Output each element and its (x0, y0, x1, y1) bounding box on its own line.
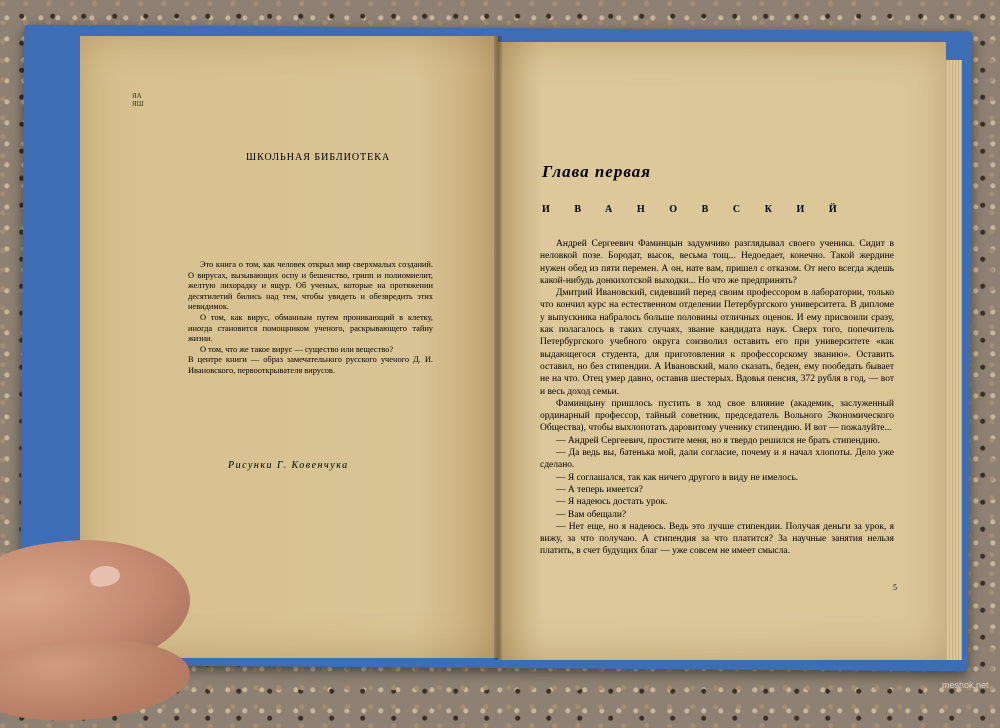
text-paragraph: — А теперь имеется? (556, 484, 643, 495)
chapter-text (540, 238, 894, 558)
summary-paragraph: О том, что же такое вирус — существо или вещество? (200, 344, 394, 354)
watermark: meshok.net (942, 680, 989, 690)
text-paragraph: — Я надеюсь достать урок. (556, 497, 668, 508)
library-code: ЯА ЯШ (132, 92, 144, 108)
text-paragraph: — Я соглашался, так как ничего другого в виду не имелось. (556, 472, 799, 483)
illustrator-credit: Рисунки Г. Ковенчука (228, 460, 349, 471)
text-paragraph: — Андрей Сергеевич, простите меня, но я твердо решился не брать стипендию. (556, 435, 880, 446)
summary-paragraph: Это книга о том, как человек открыл мир сверхмалых созданий. О вирусах, вызывающих оспу и бешенство, грипп и полиомиелит, желтую лихорадку и ящур. Об ученых, которые на протяжении десятилетий бились над тем, чтобы увидеть и обезвредить этих невидимок. (188, 260, 433, 312)
text-paragraph: Дмитрий Ивановский, сидевший перед своим профессором в лаборатории, только что кончил курс на естественном отделении Петербургского университета. В дипломе у выпускника набралось больше половины отличных оценок. И ему присвоили сразу, как полагалось в таких случаях, звание кандидата наук. Сверх того, попечитель Петербургского учебного округа соизволил оставить его при университете «как выдающегося студента, для приготовления к профессорскому званию». Оставить оставил, но без стипендии. А Ивановский, мало сказать, беден, ему пообедать бывает не на что. Отец умер давно, оставив шестерых. Вдовья пенсия, 372 рубля в год, — вот и весь доход семьи. (540, 288, 894, 397)
text-paragraph: — Нет еще, но я надеюсь. Ведь это лучше стипендии. Получая деньги за урок, я вижу, за что получаю. А стипендия за что платится? За научные занятия нельзя платить, в счет будущих благ — уже совсем не имеет смысла. (540, 521, 894, 557)
chapter-title: Глава первая (542, 162, 652, 181)
text-paragraph: — Да ведь вы, батенька мой, дали согласие, почему и я начал хлопоты. Дело уже сделано. (540, 448, 894, 471)
summary-paragraph: В центре книги — образ замечательного русского ученого Д. И. Ивановского, первооткрывателя вирусов. (188, 355, 433, 375)
book-spine (494, 36, 502, 660)
chapter-heading: ИВАНОВСКИЙ (542, 204, 862, 215)
text-paragraph: Фаминцыну пришлось пустить в ход свое влияние (академик, заслуженный ординарный профессор, тайный советник, председатель Вольного Экономического Общества), чтобы выхлопотать даровитому ученику стипендию. И вот — пожалуйте... (540, 398, 894, 434)
book-summary (188, 260, 433, 377)
series-title: ШКОЛЬНАЯ БИБЛИОТЕКА (246, 152, 391, 163)
summary-paragraph: О том, как вирус, обманным путем проникающий в клетку, иногда становится помощником ученого, раскрывающего тайну жизни. (188, 312, 433, 344)
text-paragraph: — Вам обещали? (556, 509, 627, 520)
text-paragraph: Андрей Сергеевич Фаминцын задумчиво разглядывал своего ученика. Сидит в неловкой позе. Бородат, высок, весьма тощ... Недоедает, конечно. Такой жердине нужен обед из пяти перемен. А он, нате вам, пришел с отказом. От него всегда ждешь какой-нибудь донкихотской выходки... Но что же предпринять? (540, 239, 894, 286)
page-number: 5 (893, 583, 897, 592)
